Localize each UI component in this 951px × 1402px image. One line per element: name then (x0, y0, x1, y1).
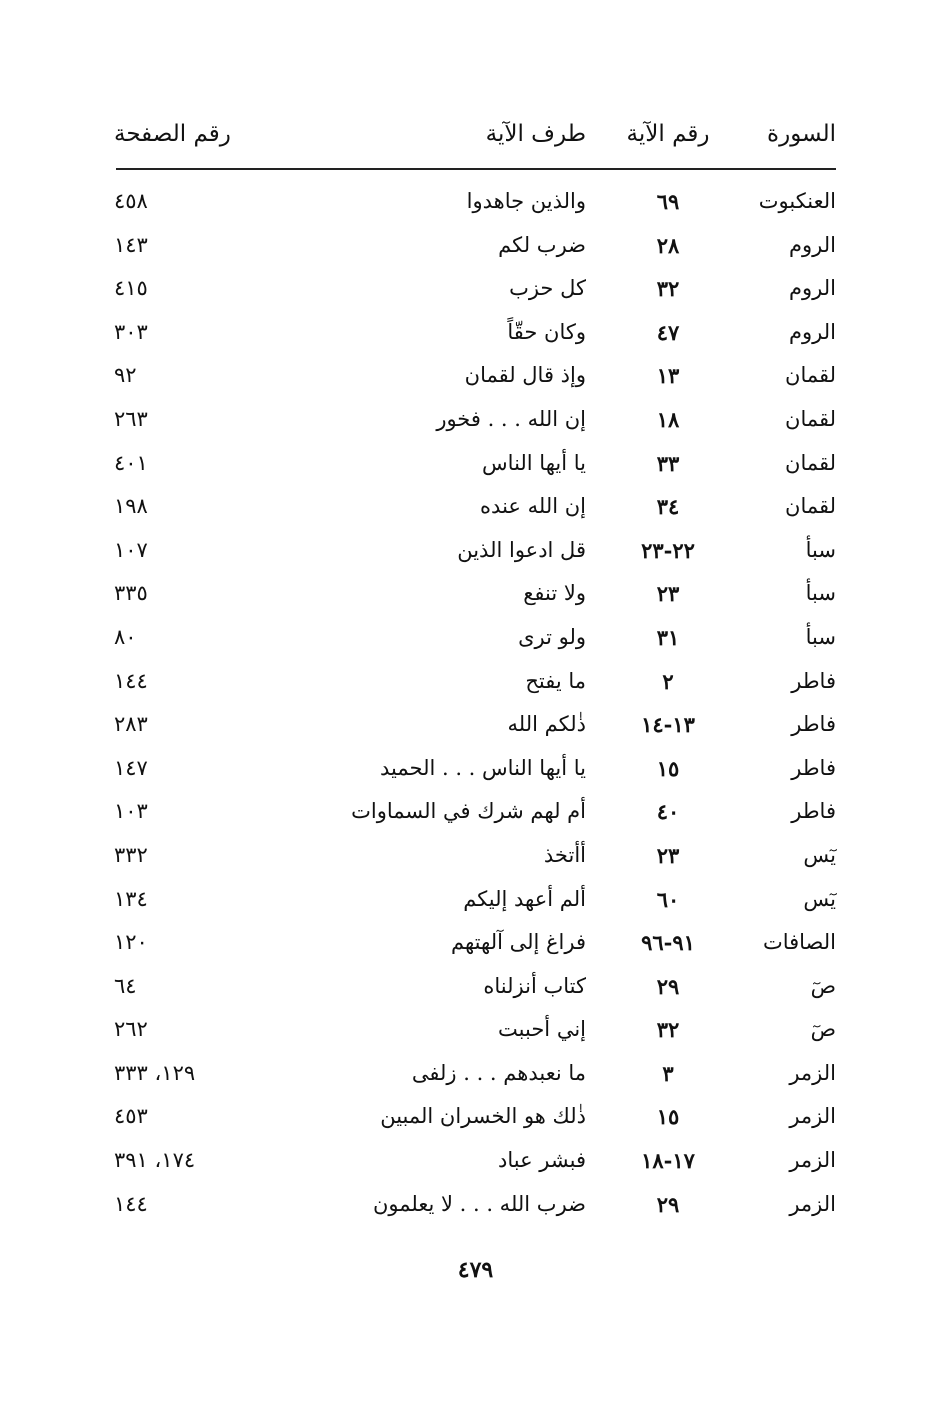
ayah-phrase-cell: أأتخذ (543, 842, 586, 867)
table-row (116, 224, 836, 268)
ayah-phrase-cell: ضرب الله . . . لا يعلمون (372, 1191, 586, 1216)
ayah-phrase-cell: كتاب أنزلناه (483, 973, 586, 998)
page-number-cell: ٤١٥ (114, 276, 148, 301)
ayah-number-cell: ٣٣ (656, 450, 680, 476)
surah-cell: يٓس (803, 886, 836, 911)
table-row (116, 442, 836, 486)
page-number-cell: ١٧٤، ٣٩١ (114, 1148, 196, 1173)
table-row (116, 747, 836, 791)
ayah-number-cell: ٢٨ (656, 232, 680, 258)
surah-cell: الزمر (789, 1104, 836, 1129)
page-number-cell: ١٢٩، ٣٣٣ (114, 1060, 196, 1085)
page-number-cell: ٦٤ (114, 973, 137, 998)
ayah-phrase-cell: كل حزب (509, 276, 586, 301)
ayah-number-cell: ١٥ (656, 1104, 680, 1130)
table-row (116, 354, 836, 398)
ayah-phrase-cell: إني أحببت (498, 1017, 586, 1042)
table-row (116, 1008, 836, 1052)
header-divider (116, 168, 836, 170)
ayah-phrase-cell: والذين جاهدوا (466, 189, 586, 213)
header-surah: السورة (767, 121, 836, 147)
surah-cell: فاطر (791, 668, 836, 693)
page-number-cell: ٤٥٨ (114, 189, 148, 213)
page-number-cell: ٣٣٢ (114, 842, 148, 867)
page-number-cell: ٢٨٣ (114, 712, 148, 737)
ayah-phrase-cell: ولا تنفع (523, 581, 586, 606)
page-number-cell: ١٢٠ (114, 930, 148, 955)
ayah-number-cell: ٢٩ (656, 1191, 680, 1217)
table-row (116, 703, 836, 747)
table-row (116, 660, 836, 704)
surah-cell: لقمان (785, 494, 836, 519)
surah-cell: الصافات (762, 930, 836, 955)
surah-cell: الروم (789, 276, 836, 301)
page-number-cell: ١٤٤ (114, 668, 148, 693)
surah-cell: فاطر (791, 755, 836, 780)
ayah-number-cell: ٢ (662, 668, 674, 694)
ayah-number-cell: ١٣-١٤ (641, 712, 695, 738)
page-number-cell: ١٤٣ (114, 232, 148, 257)
header-page-number: رقم الصفحة (114, 121, 231, 147)
table-row (116, 616, 836, 660)
table-row (116, 267, 836, 311)
table-row (116, 1183, 836, 1227)
surah-cell: لقمان (785, 363, 836, 388)
surah-cell: الروم (789, 319, 836, 344)
table-row (116, 485, 836, 529)
ayah-number-cell: ١٨ (656, 406, 680, 432)
ayah-number-cell: ١٣ (656, 363, 680, 389)
table-row (116, 965, 836, 1009)
ayah-number-cell: ٢٣ (656, 581, 680, 607)
page-number-cell: ١٠٧ (114, 537, 148, 562)
ayah-number-cell: ٣٢ (656, 276, 680, 302)
table-row (116, 572, 836, 616)
table-row (116, 1052, 836, 1096)
surah-cell: صٓ (810, 1017, 836, 1042)
table-header (116, 112, 836, 156)
ayah-number-cell: ١٧-١٨ (641, 1148, 695, 1174)
surah-cell: لقمان (785, 406, 836, 431)
ayah-phrase-cell: ما يفتح (525, 668, 586, 693)
surah-cell: سبأ (805, 581, 836, 606)
table-row (116, 311, 836, 355)
ayah-number-cell: ٢٩ (656, 973, 680, 999)
table-row (116, 1095, 836, 1139)
ayah-number-cell: ٦٠ (656, 886, 680, 912)
ayah-phrase-cell: ما نعبدهم . . . زلفى (411, 1060, 586, 1085)
ayah-phrase-cell: أم لهم شرك في السماوات (351, 799, 586, 824)
ayah-number-cell: ٤٠ (656, 799, 680, 825)
header-ayah-phrase: طرف الآية (485, 121, 586, 147)
table-row (116, 1139, 836, 1183)
surah-cell: فاطر (791, 712, 836, 737)
ayah-number-cell: ٦٩ (656, 189, 680, 214)
ayah-number-cell: ١٥ (656, 755, 680, 781)
surah-cell: يٓس (803, 842, 836, 867)
page-number-cell: ٤٠١ (114, 450, 148, 475)
table-row (116, 834, 836, 878)
ayah-phrase-cell: ذٰلكم الله (507, 712, 586, 737)
surah-cell: فاطر (791, 799, 836, 824)
ayah-number-cell: ٣٤ (656, 494, 680, 520)
ayah-phrase-cell: وكان حقّاً (507, 319, 586, 344)
ayah-number-cell: ٢٢-٢٣ (641, 537, 695, 563)
surah-cell: سبأ (805, 537, 836, 562)
page-number-cell: ١٤٧ (114, 755, 148, 780)
page-number-cell: ٤٥٣ (114, 1104, 148, 1129)
table-row (116, 398, 836, 442)
table-row (116, 878, 836, 922)
page-number-cell: ١٩٨ (114, 494, 148, 519)
page-number-cell: ٨٠ (114, 624, 137, 649)
table-row (116, 180, 836, 224)
table-row (116, 790, 836, 834)
ayah-phrase-cell: يا أيها الناس . . . الحميد (380, 755, 586, 780)
ayah-phrase-cell: ذٰلك هو الخسران المبين (380, 1104, 586, 1129)
ayah-number-cell: ٢٣ (656, 842, 680, 868)
ayah-number-cell: ٤٧ (656, 319, 680, 345)
ayah-phrase-cell: ولو ترى (518, 624, 586, 649)
ayah-phrase-cell: إن الله عنده (480, 494, 586, 519)
page-number-cell: ٣٠٣ (114, 319, 148, 344)
page-number-cell: ١٠٣ (114, 799, 148, 824)
ayah-phrase-cell: فبشر عباد (498, 1148, 586, 1173)
ayah-phrase-cell: ضرب لكم (498, 232, 586, 257)
surah-cell: لقمان (785, 450, 836, 475)
ayah-phrase-cell: وإذ قال لقمان (464, 363, 586, 388)
surah-cell: الزمر (789, 1060, 836, 1085)
page-number: ٤٧٩ (457, 1257, 494, 1283)
ayah-number-cell: ٣ (662, 1060, 674, 1086)
page-number-cell: ١٤٤ (114, 1191, 148, 1216)
surah-cell: الروم (789, 232, 836, 257)
page-number-cell: ١٣٤ (114, 886, 148, 911)
table-row (116, 529, 836, 573)
ayah-number-cell: ٣٢ (656, 1017, 680, 1043)
table-row (116, 921, 836, 965)
surah-cell: صٓ (810, 973, 836, 998)
page-number-cell: ٩٢ (114, 363, 137, 388)
ayah-phrase-cell: قل ادعوا الذين (457, 537, 586, 562)
ayah-phrase-cell: إن الله . . . فخور (436, 406, 586, 431)
ayah-number-cell: ٣١ (656, 624, 680, 650)
ayah-number-cell: ٩١-٩٦ (641, 930, 695, 956)
surah-cell: الزمر (789, 1191, 836, 1216)
page-number-cell: ٣٣٥ (114, 581, 148, 606)
ayah-phrase-cell: ألم أعهد إليكم (463, 886, 586, 911)
header-ayah-number: رقم الآية (626, 121, 710, 147)
surah-cell: الزمر (789, 1148, 836, 1173)
surah-cell: العنكبوت (758, 189, 836, 213)
ayah-phrase-cell: فراغ إلى آلهتهم (451, 930, 586, 955)
ayah-phrase-cell: يا أيها الناس (482, 450, 586, 475)
page-number-cell: ٢٦٣ (114, 406, 148, 431)
index-table-body (116, 180, 836, 1226)
surah-cell: سبأ (805, 624, 836, 649)
page-number-cell: ٢٦٢ (114, 1017, 148, 1042)
